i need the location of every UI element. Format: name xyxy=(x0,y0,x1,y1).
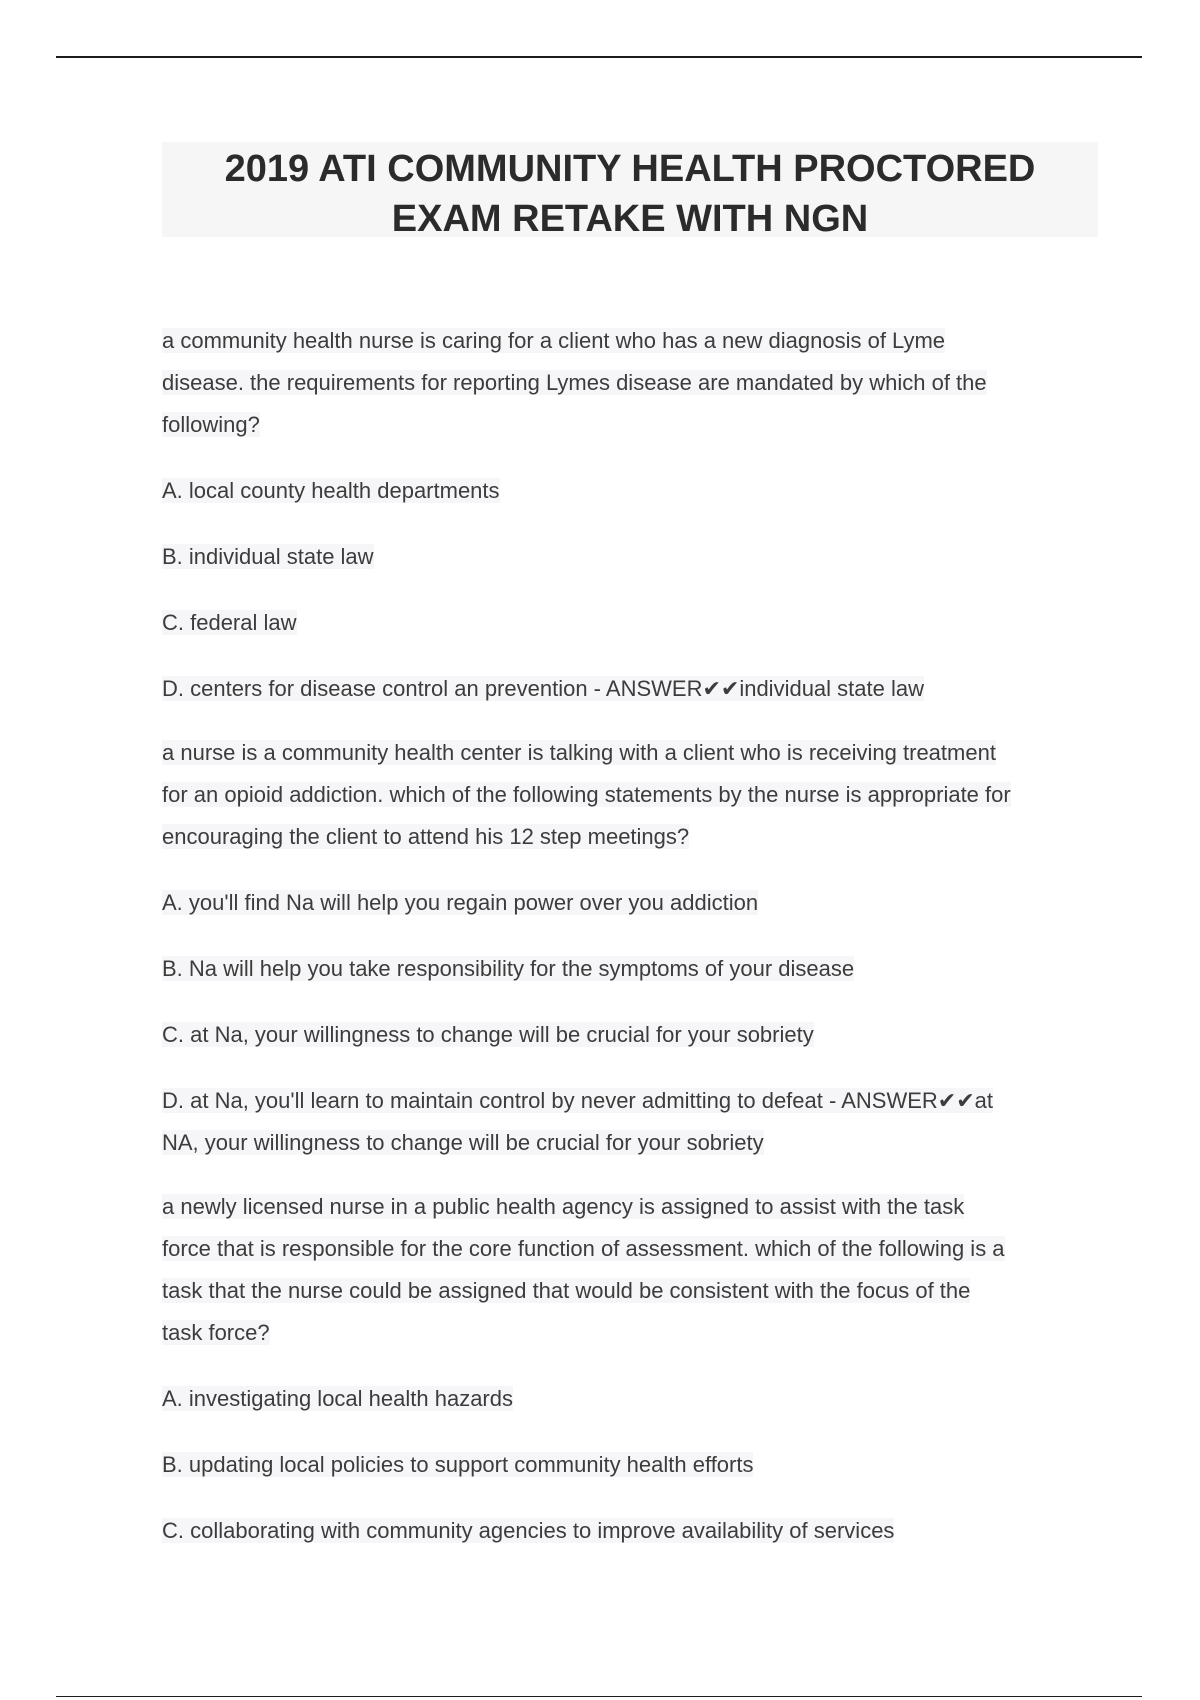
title-line-1: 2019 ATI COMMUNITY HEALTH PROCTORED xyxy=(224,148,1036,190)
question-line: for an opioid addiction. which of the following statements by the nurse is appropriate for xyxy=(162,782,1011,807)
answer-option-text: B. Na will help you take responsibility for the symptoms of your disease xyxy=(162,956,855,981)
answer-option xyxy=(162,882,1102,924)
question-text xyxy=(162,404,1102,446)
answer-option-text: C. federal law xyxy=(162,610,297,635)
answer-option-text: A. local county health departments xyxy=(162,478,500,503)
answer-option xyxy=(162,1510,1102,1552)
answer-option-text: NA, your willingness to change will be crucial for your sobriety xyxy=(162,1130,764,1155)
title-line-2: EXAM RETAKE WITH NGN xyxy=(391,198,869,240)
answer-option xyxy=(162,602,1102,644)
question-text xyxy=(162,1186,1102,1228)
question-text xyxy=(162,774,1102,816)
answer-option-text: B. updating local policies to support community health efforts xyxy=(162,1452,754,1477)
answer-option-text: D. centers for disease control an prevention - ANSWER✔✔individual state law xyxy=(162,676,924,701)
answer-option-text: D. at Na, you'll learn to maintain control by never admitting to defeat - ANSWER✔✔at xyxy=(162,1088,993,1113)
question-text xyxy=(162,816,1102,858)
question-line: force that is responsible for the core function of assessment. which of the following is a xyxy=(162,1236,1005,1261)
answer-option xyxy=(162,1014,1102,1056)
bottom-rule xyxy=(56,1696,1142,1697)
answer-option xyxy=(162,1378,1102,1420)
answer-option-text: A. you'll find Na will help you regain power over you addiction xyxy=(162,890,759,915)
question-text xyxy=(162,320,1102,362)
question-text xyxy=(162,732,1102,774)
question-line: disease. the requirements for reporting Lymes disease are mandated by which of the xyxy=(162,370,987,395)
answer-option xyxy=(162,470,1102,512)
question-text xyxy=(162,1270,1102,1312)
answer-option-text: C. collaborating with community agencies to improve availability of services xyxy=(162,1518,895,1543)
question-line: following? xyxy=(162,412,260,437)
answer-option-text: B. individual state law xyxy=(162,544,374,569)
answer-option-text: C. at Na, your willingness to change will be crucial for your sobriety xyxy=(162,1022,814,1047)
answer-option xyxy=(162,948,1102,990)
question-line: task that the nurse could be assigned that would be consistent with the focus of the xyxy=(162,1278,971,1303)
question-text xyxy=(162,1312,1102,1354)
question-text xyxy=(162,1228,1102,1270)
question-line: a nurse is a community health center is talking with a client who is receiving treatment xyxy=(162,740,996,765)
top-rule xyxy=(56,56,1142,58)
question-text xyxy=(162,362,1102,404)
question-line: a newly licensed nurse in a public health agency is assigned to assist with the task xyxy=(162,1194,965,1219)
answer-option xyxy=(162,1122,1102,1164)
answer-option xyxy=(162,1080,1102,1122)
question-line: a community health nurse is caring for a client who has a new diagnosis of Lyme xyxy=(162,328,946,353)
question-line: task force? xyxy=(162,1320,270,1345)
answer-option xyxy=(162,668,1102,710)
answer-option xyxy=(162,1444,1102,1486)
question-list xyxy=(162,320,1102,1552)
answer-option-text: A. investigating local health hazards xyxy=(162,1386,513,1411)
answer-option xyxy=(162,536,1102,578)
document-title xyxy=(162,142,1098,240)
question-line: encouraging the client to attend his 12 step meetings? xyxy=(162,824,690,849)
